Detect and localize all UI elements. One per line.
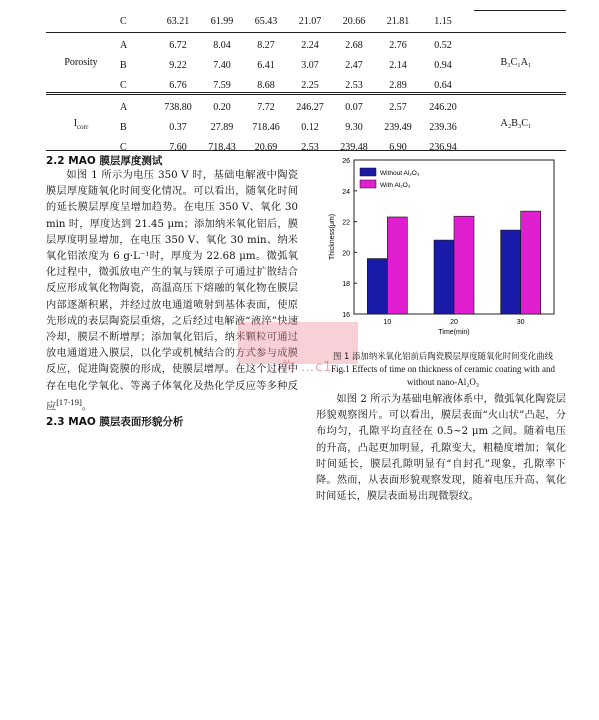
row-factor-label: B <box>120 60 127 71</box>
row-factor-label: C <box>120 80 127 91</box>
legend-label: Without Al₂O₃ <box>380 170 420 177</box>
table-cell: 8.27 <box>257 40 275 51</box>
table-cell: 9.22 <box>169 60 187 71</box>
table-cell: 2.89 <box>389 80 407 91</box>
table-cell: 2.24 <box>301 40 319 51</box>
caption-english-line1: Fig.1 Effects of time on thickness of ceramic coating with and <box>330 364 556 374</box>
table-cell: 0.20 <box>213 102 231 113</box>
icorr-label: $I_{corr}$ <box>73 118 89 131</box>
row-factor-label: B <box>120 122 127 133</box>
y-tick-label: 20 <box>342 250 350 258</box>
watermark-text: …物 …c1… <box>268 360 347 375</box>
table-cell: 239.49 <box>384 122 412 133</box>
table-cell: 246.27 <box>296 102 324 113</box>
table-cell: 9.30 <box>345 122 363 133</box>
bar-with-al2o3 <box>387 217 407 314</box>
table-rule <box>46 32 566 33</box>
bar-with-al2o3 <box>454 216 474 314</box>
caption-english-line2: without nano-Al₂O₃ <box>406 377 480 387</box>
table-cell: 27.89 <box>210 122 234 133</box>
table-cell: 246.20 <box>429 102 457 113</box>
table-cell: 2.25 <box>301 80 319 91</box>
table-cell: 21.81 <box>386 16 410 27</box>
legend-swatch <box>360 168 376 176</box>
table-cell: 2.53 <box>301 142 319 153</box>
legend-label: With Al₂O₃ <box>380 182 411 189</box>
y-tick-label: 24 <box>342 188 350 196</box>
table-row <box>46 10 566 32</box>
section-2-2-end: 。 <box>81 401 93 413</box>
citation-ref: [17-19] <box>56 398 82 407</box>
table-cell: 7.72 <box>257 102 275 113</box>
x-axis-label: Time(min) <box>438 329 470 336</box>
table-row <box>46 96 566 118</box>
x-tick-label: 30 <box>516 319 525 326</box>
table-cell: 8.04 <box>213 40 231 51</box>
y-tick-label: 26 <box>342 158 350 165</box>
table-cell: 7.60 <box>169 142 187 153</box>
table-cell: 6.90 <box>389 142 407 153</box>
table-cell: 239.36 <box>429 122 457 133</box>
table-rule <box>46 92 566 93</box>
table-cell: 2.14 <box>389 60 407 71</box>
row-factor-label: A <box>120 40 128 51</box>
bar-with-al2o3 <box>521 211 541 314</box>
table-cell: 718.43 <box>208 142 236 153</box>
table-cell: 2.53 <box>345 80 363 91</box>
section-heading-2-3: 2.3 MAO 膜层表面形貌分析 <box>46 416 184 428</box>
table-cell: 239.48 <box>340 142 368 153</box>
thickness-bar-chart <box>314 156 564 344</box>
y-axis-label: Thickness(μm) <box>329 213 336 261</box>
table-cell: 3.07 <box>301 60 319 71</box>
table-cell: 2.76 <box>389 40 407 51</box>
table-cell: 7.59 <box>213 80 231 91</box>
icorr-optimal: A₂B₃C₁ <box>500 118 532 129</box>
y-tick-label: 22 <box>342 219 350 227</box>
caption-chinese: 图 1 添加纳米氧化铝前后陶瓷膜层厚度随氧化时间变化曲线 <box>332 351 554 361</box>
table-cell: 6.41 <box>257 60 275 71</box>
row-factor-label: C <box>120 142 127 153</box>
table-cell: 61.99 <box>210 16 234 27</box>
x-tick-label: 10 <box>383 319 392 326</box>
table-rule <box>474 10 566 11</box>
table-rule <box>46 150 566 151</box>
table-cell: 21.07 <box>298 16 322 27</box>
table-row <box>46 34 566 56</box>
row-factor-label: C <box>120 16 127 27</box>
section-heading-2-2: 2.2 MAO 膜层厚度测试 <box>46 155 163 167</box>
table-cell: 0.94 <box>434 60 452 71</box>
legend-swatch <box>360 180 376 188</box>
table-cell: 65.43 <box>254 16 278 27</box>
y-tick-label: 18 <box>342 281 350 289</box>
table-cell: 1.15 <box>434 16 452 27</box>
table-cell: 236.94 <box>429 142 457 153</box>
table-cell: 20.66 <box>342 16 366 27</box>
bar-without-al2o3 <box>501 230 521 314</box>
x-tick-label: 20 <box>450 319 458 326</box>
porosity-optimal: B₃C₁A₁ <box>500 57 532 68</box>
table-cell: 63.21 <box>166 16 190 27</box>
table-cell: 0.37 <box>169 122 187 133</box>
table-cell: 738.80 <box>164 102 192 113</box>
table-cell: 2.68 <box>345 40 363 51</box>
section-2-2-paragraph <box>46 168 298 415</box>
table-cell: 0.07 <box>345 102 363 113</box>
table-cell: 7.40 <box>213 60 231 71</box>
table-cell: 2.47 <box>345 60 363 71</box>
section-2-2-text: 如图 1 所示为电压 350 V 时，基础电解液中陶瓷膜层厚度随氧化时间变化情况。可以看出，随氧化时间的延长膜层厚度呈增加趋势。在电压 350 V、氧化 30 min 时，厚度达到 21.45 μm；添加纳米氧化铝后，膜层厚度明显增加，在电压 350 V、氧化 30 min、纳米氧化铝浓度为 6 g·L⁻¹时，厚度为 22.68 μm。微弧氧化过程中，微弧放电产生的氧与镁原子可通过扩散结合反应形成氧化物陶瓷，高温高压下熔融的氧化物在膜层内部逐渐积累，并经过放电通道喷射到基体表面，使原先形成的表层陶瓷层重熔，之后经过电解液“液淬”快速冷却，膜层不断增厚；添加氧化铝后，纳米颗粒可通过放电通道进入膜层，以化学或机械结合的方式参与成膜反应，促进陶瓷膜的形成，使膜层增厚。在这个过程中存在电化学氧化、等离子体氧化及热化学反应等多种反应 <box>46 170 298 413</box>
y-tick-label: 16 <box>342 312 350 319</box>
porosity-label: Porosity <box>64 57 98 68</box>
table-cell: 6.72 <box>169 40 187 51</box>
table-cell: 6.76 <box>169 80 187 91</box>
table-cell: 2.57 <box>389 102 407 113</box>
table-cell: 0.64 <box>434 80 452 91</box>
figure-caption <box>312 350 574 389</box>
row-factor-label: A <box>120 102 128 113</box>
table-cell: 8.68 <box>257 80 275 91</box>
table-cell: 0.52 <box>434 40 452 51</box>
table-cell: 718.46 <box>252 122 280 133</box>
bar-without-al2o3 <box>367 259 387 314</box>
table-cell: 0.12 <box>301 122 319 133</box>
table-cell: 20.69 <box>254 142 278 153</box>
table-rule <box>46 94 566 95</box>
bar-without-al2o3 <box>434 240 454 314</box>
right-column-paragraph: 如图 2 所示为基础电解液体系中，微弧氧化陶瓷层形貌观察图片。可以看出，膜层表面“火山状”凸起，分布均匀，孔隙平均直径在 0.5~2 μm 之间。随着电压的升高，凸起更加明显，孔隙变大，粗糙度增加；氧化时间延长，膜层孔隙明显有“自封孔”现象，孔隙率下降。然而，从表面形貌观察发现，随着电压升高、氧化时间延长，膜层表面易出现微裂纹。 <box>316 394 566 503</box>
